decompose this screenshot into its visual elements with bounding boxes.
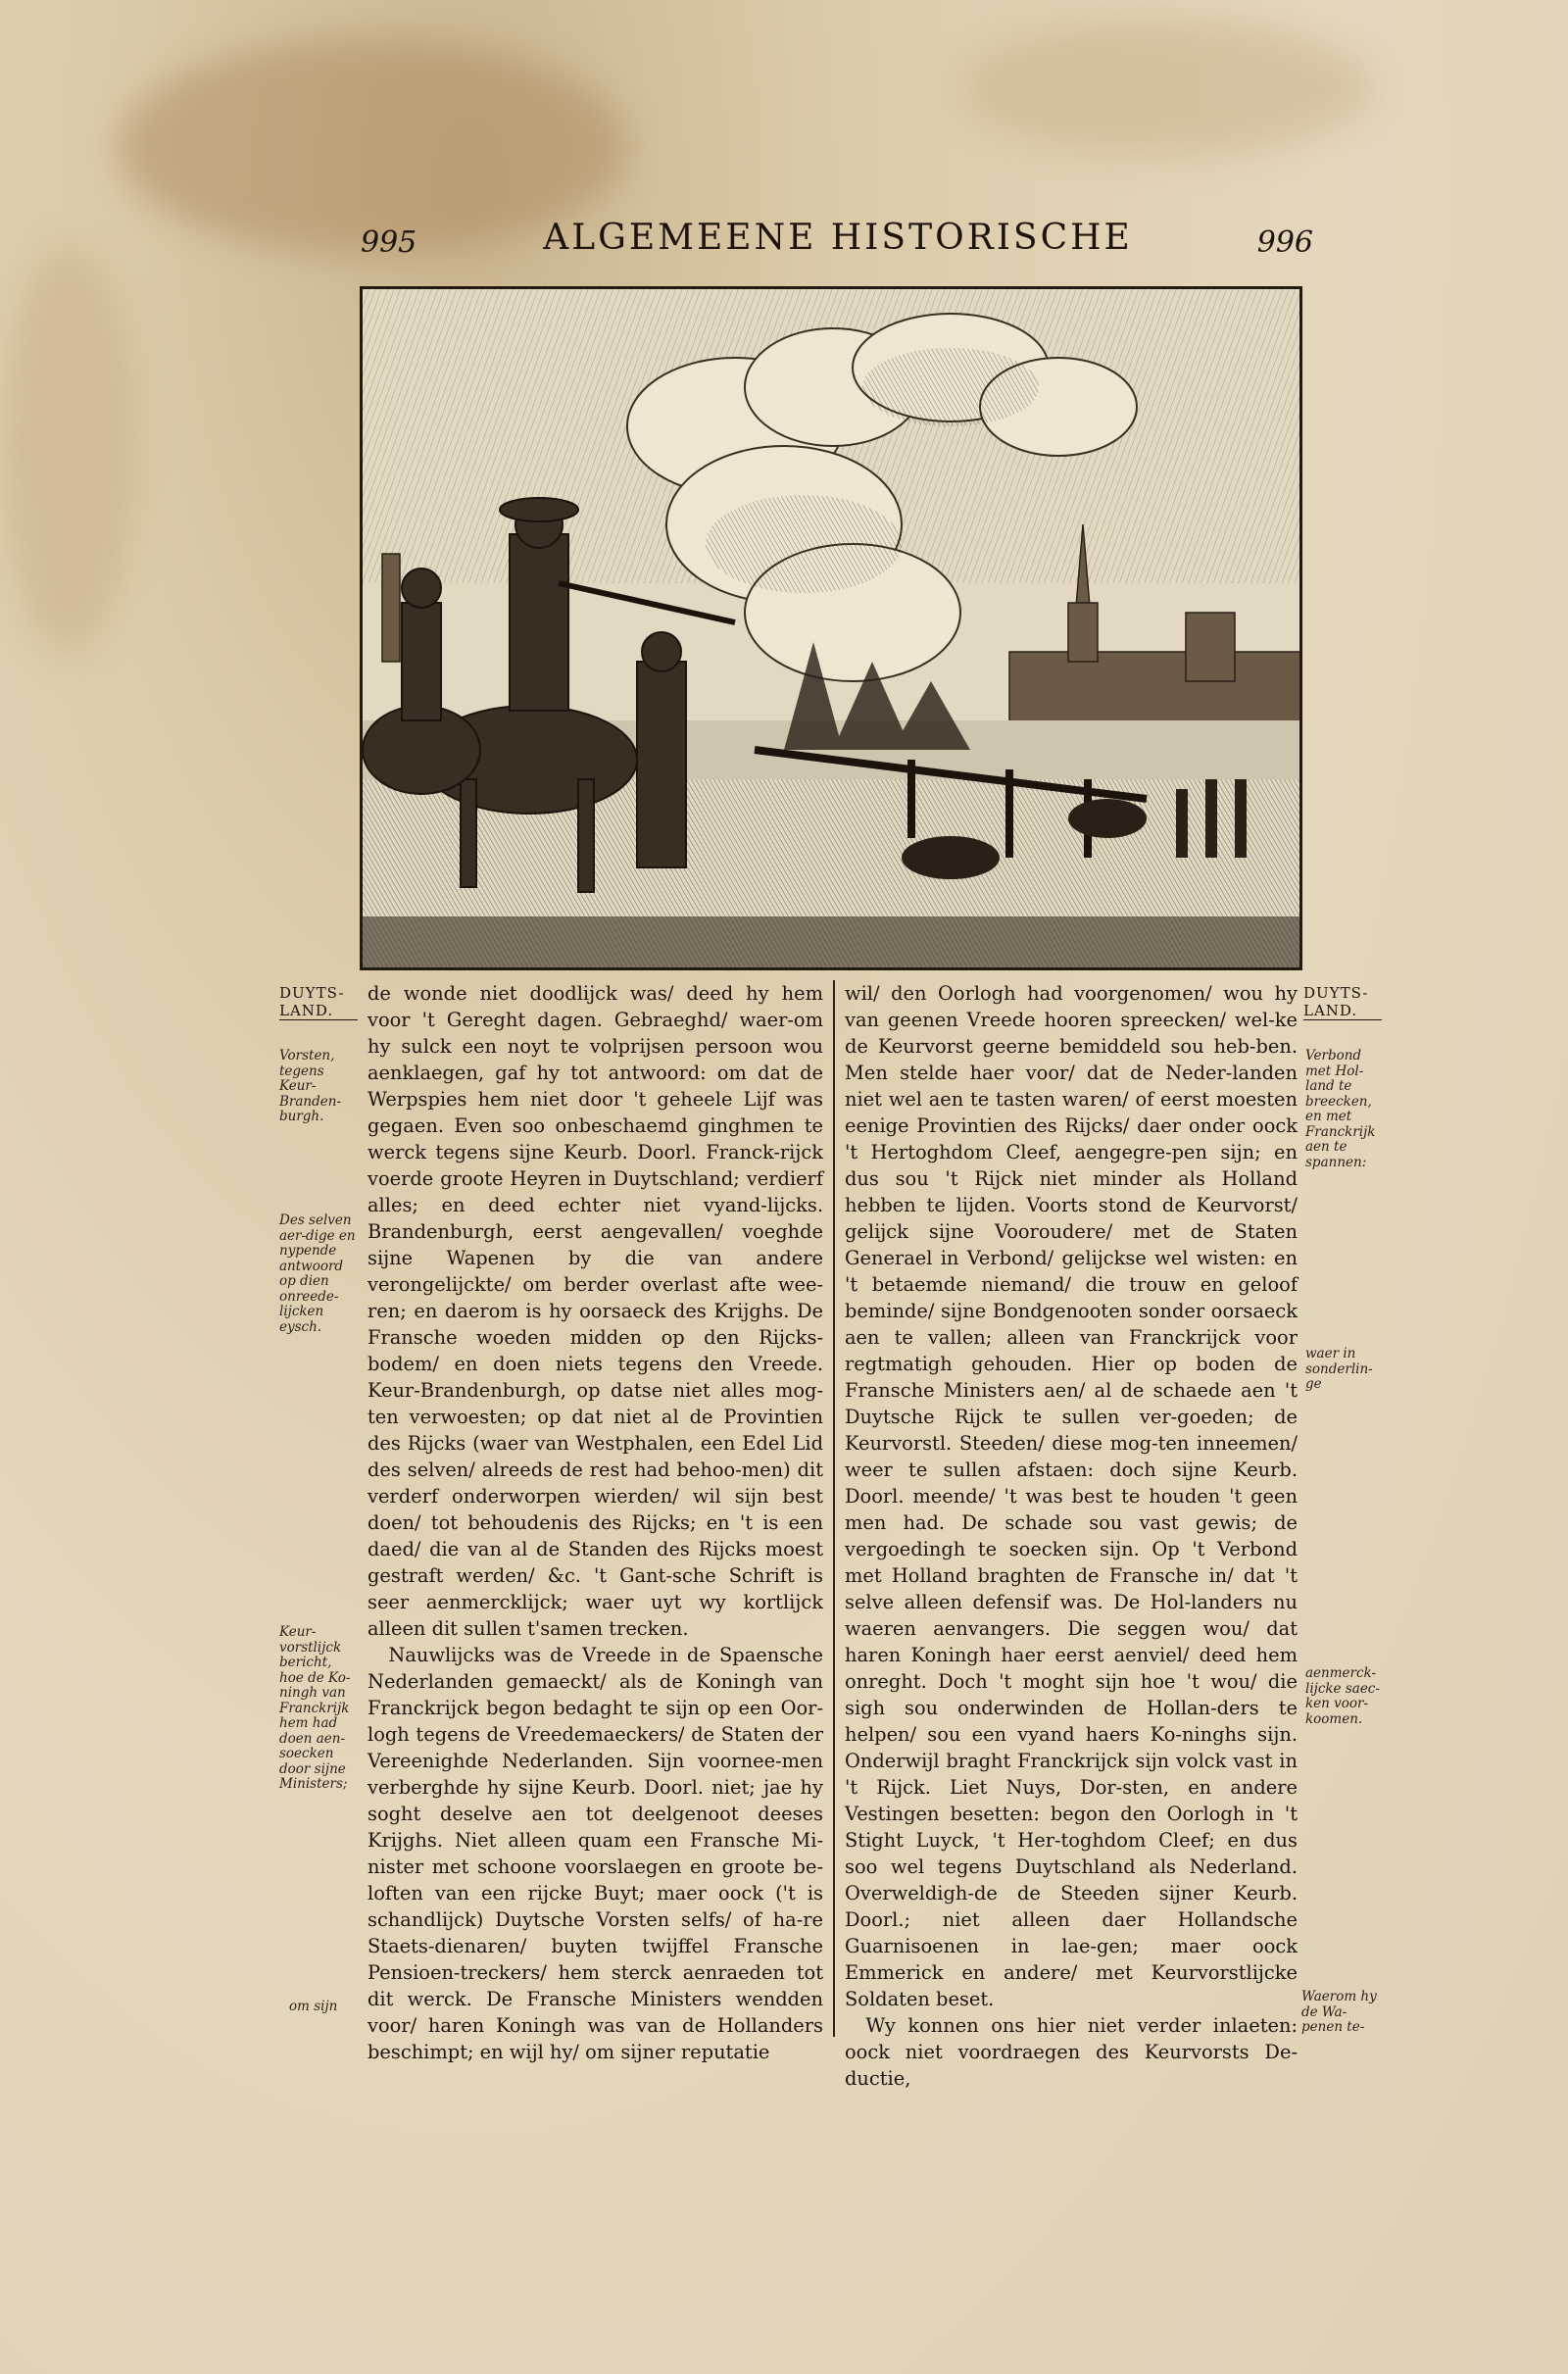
side-note-right-3: aenmerck-lijcke saec-ken voor-koomen.	[1305, 1665, 1380, 1727]
side-note-right-2: waer in sonderlin-ge	[1305, 1346, 1373, 1392]
text-column-right	[845, 980, 1298, 2092]
text-column-left	[368, 980, 823, 2065]
page-header	[353, 218, 1323, 276]
page-number-left: 995	[361, 225, 417, 260]
paper-stain	[960, 20, 1372, 157]
side-note-right-4: Waerom hy de Wa-penen te-	[1301, 1989, 1377, 2035]
engraving-burning-town-with-riders-icon	[363, 289, 1299, 967]
running-title: ALGEMEENE HISTORISCHE	[543, 218, 1133, 258]
paragraph: Wy konnen ons hier niet verder inlaeten: oock niet voordraegen des Keurvorsts De-ductie,	[845, 2014, 1298, 2090]
engraving-illustration	[360, 286, 1302, 970]
paragraph: de wonde niet doodlijck was/ deed hy hem voor 't Gereght dagen. Gebraeghd/ waer-om hy sulck een noyt te volprijsen persoon wou aenklaegen, gaf hy tot antwoord: om dat de Werpspies hem niet door 't geheele Lijf was gegaen. Even soo onbeschaemd ginghmen te werck tegens sijne Keurb. Doorl. Franck-rijck voerde groote Heyren in Duytschland; verdierf alles; en deed echter niet vyand-lijcks. Brandenburgh, eerst aengevallen/ voeghde sijne Wapenen by die van andere verongelijckte/ om berder overlast afte wee-ren; en daerom is hy oorsaeck des Krijghs. De Fransche woeden midden op den Rijcks-bodem/ en doen niets tegens den Vreede. Keur-Brandenburgh, op datse niet alles mog-ten verwoesten; op dat niet al de Provintien des Rijcks (waer van Westphalen, een Edel Lid des selven/ alreeds de rest had behoo-men) dit verderf onderworpen wierden/ wil sijn best doen/ tot behoudenis des Rijcks; en 't is een daed/ die van al de Standen des Rijcks moest gestraft werden/ &c. 't Gant-sche Schrift is seer aenmercklijck; waer uyt wy kortlijck alleen dit sullen t'samen trecken.	[368, 982, 823, 1640]
side-note-left-2: Des selven aer-dige en nypende antwoord op dien onreede-lijcken eysch.	[279, 1212, 356, 1335]
page-number-right: 996	[1256, 225, 1313, 260]
paper-stain	[0, 245, 137, 657]
side-note-left-4: om sijn	[289, 1999, 338, 2014]
side-note-right-1: Verbond met Hol-land te breecken, en met Franckrijk aen te spannen:	[1305, 1048, 1376, 1170]
side-note-left-3: Keur-vorstlijck bericht, hoe de Ko-ningh van Franckrijk hem had doen aen-soecken door sijne Ministers;	[279, 1624, 351, 1792]
margin-head-right: DUYTS-LAND.	[1303, 984, 1382, 1020]
side-note-left-1: Vorsten, tegens Keur-Branden-burgh.	[279, 1048, 342, 1124]
paragraph: wil/ den Oorlogh had voorgenomen/ wou hy van geenen Vreede hooren spreecken/ wel-ke de Keurvorst geerne bemiddeld sou heb-ben. Men stelde haer voor/ dat de Neder-landen niet wel aen te tasten waren/ of eerst moesten eenige Provintien des Rijcks/ daer onder oock 't Hertoghdom Cleef, aengegre-pen sijn; en dus sou 't Rijck niet minder als Holland hebben te lijden. Voorts stond de Keurvorst/ gelijck sijne Vooroudere/ met de Staten Generael in Verbond/ gelijckse wel wisten: en 't betaemde niemand/ die trouw en geloof beminde/ sijne Bondgenooten sonder oorsaeck aen te vallen; alleen van Franckrijck voor regtmatigh gehouden. Hier op boden de Fransche Ministers aen/ al de schaede aen 't Duytsche Rijck te sullen ver-goeden; de Keurvorstl. Steeden/ diese mog-ten inneemen/ weer te sullen afstaen: doch sijne Keurb. Doorl. meende/ 't was best te houden 't geen men had. De schade sou vast gewis; de vergoedingh te soecken sijn. Op 't Verbond met Holland braghten de Fransche in/ dat 't selve alleen defensif was. De Hol-landers nu waeren aenvangers. Die seggen wou/ dat haren Koningh haer eerst aenviel/ deed hem onreght. Doch 't moght sijn hoe 't wou/ die sigh sou onderwinden de Hollan-ders te helpen/ sou een vyand haers Ko-ninghs sijn. Onderwijl braght Franckrijck sijn volck vast in 't Rijck. Liet Nuys, Dor-sten, en andere Vestingen besetten: begon den Oorlogh in 't Stight Luyck, 't Her-toghdom Cleef; en dus soo wel tegens Duytschland als Nederland. Overweldigh-de de Steeden sijner Keurb. Doorl.; niet alleen daer Hollandsche Guarnisoenen in lae-gen; maer oock Emmerick en andere/ met Keurvorstlijcke Soldaten beset.	[845, 982, 1298, 2010]
margin-head-left: DUYTS-LAND.	[279, 984, 358, 1020]
column-divider	[833, 980, 835, 2037]
paragraph: Nauwlijcks was de Vreede in de Spaensche Nederlanden gemaeckt/ als de Koningh van Franckrijck begon bedaght te sijn op een Oor-logh tegens de Vreedemaeckers/ de Staten der Vereenighde Nederlanden. Sijn voornee-men verberghde hy sijne Keurb. Doorl. niet; jae hy soght deselve aen tot deelgenoot deeses Krijghs. Niet alleen quam een Fransche Mi-nister met schoone voorslaegen en groote be-loften van een rijcke Buyt; maer oock ('t is schandlijck) Duytsche Vorsten selfs/ of ha-re Staets-dienaren/ buyten twijffel Fransche Pensioen-treckers/ hem sterck aenraeden tot dit werck. De Fransche Ministers wendden voor/ haren Koningh was van de Hollanders beschimpt; en wijl hy/ om sijner reputatie	[368, 1644, 823, 2063]
